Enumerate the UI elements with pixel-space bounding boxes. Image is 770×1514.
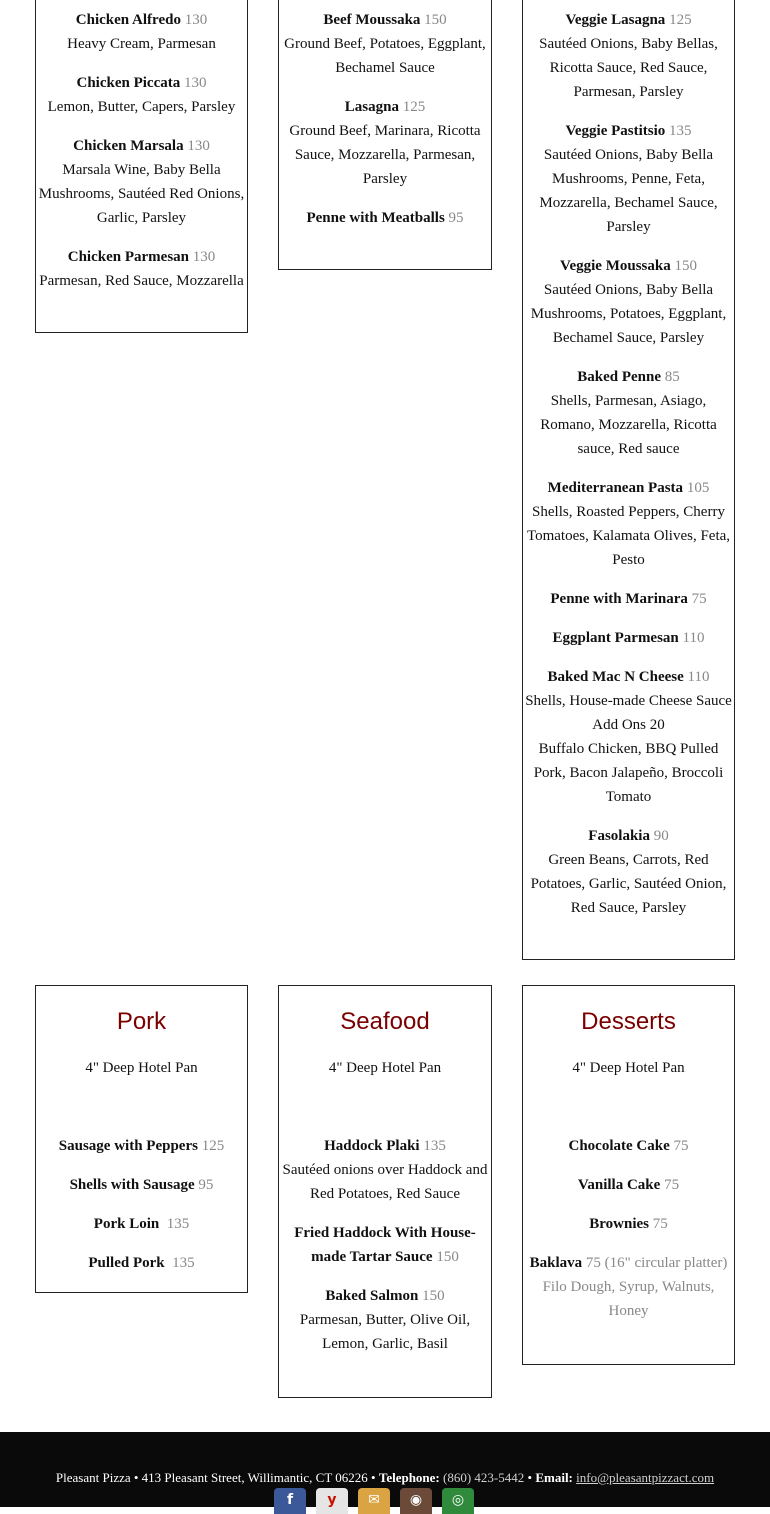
item-name: Lasagna <box>344 99 399 115</box>
menu-item <box>279 1134 491 1206</box>
item-price: 75 <box>691 591 707 607</box>
social-links <box>274 1488 474 1514</box>
beef-card <box>278 0 492 270</box>
item-name: Eggplant Parmesan <box>552 630 679 646</box>
item-desc: Green Beans, Carrots, Red Potatoes, Garlic, Sautéed Onion, Red Sauce, Parsley <box>530 852 727 916</box>
item-name: Haddock Plaki <box>324 1138 420 1154</box>
item-price: 150 <box>436 1249 459 1265</box>
instagram-icon[interactable]: ◉ <box>400 1488 432 1514</box>
item-price: 75 <box>652 1216 668 1232</box>
item-desc: Sautéed Onions, Baby Bella Mushrooms, Penne, Feta, Mozzarella, Bechamel Sauce, Parsley <box>539 147 718 235</box>
seafood-card <box>278 985 492 1398</box>
menu-item <box>523 1212 734 1236</box>
facebook-icon[interactable]: f <box>274 1488 306 1514</box>
menu-item <box>523 587 734 611</box>
item-name: Vanilla Cake <box>577 1177 661 1193</box>
item-price: 125 <box>669 12 692 28</box>
item-price: 125 <box>201 1138 225 1154</box>
item-price: 95 <box>198 1177 214 1193</box>
menu-item <box>36 1212 247 1236</box>
menu-item <box>523 824 734 920</box>
item-price: 85 <box>664 369 680 385</box>
item-desc: Heavy Cream, Parmesan <box>67 36 216 52</box>
menu-item <box>36 1251 247 1275</box>
item-price: 150 <box>422 1288 445 1304</box>
item-name: Mediterranean Pasta <box>547 480 684 496</box>
business-address: Pleasant Pizza • 413 Pleasant Street, Willimantic, CT 06226 • <box>55 1470 376 1485</box>
menu-item <box>36 134 247 230</box>
item-name: Sausage with Peppers <box>58 1138 198 1154</box>
pan-size: 4" Deep Hotel Pan <box>572 1060 685 1076</box>
item-name: Baklava <box>529 1255 583 1271</box>
menu-item <box>523 476 734 572</box>
item-name: Baked Mac N Cheese <box>547 669 684 685</box>
item-name: Pork Loin <box>93 1216 160 1232</box>
item-name: Veggie Pastitsio <box>565 123 666 139</box>
separator: • <box>527 1470 533 1485</box>
item-price: 130 <box>184 12 208 28</box>
item-name: Shells with Sausage <box>69 1177 195 1193</box>
item-price: 130 <box>183 75 207 91</box>
item-desc: Filo Dough, Syrup, Walnuts, Honey <box>542 1279 715 1319</box>
item-price: 90 <box>653 828 669 844</box>
item-name: Baked Penne <box>577 369 661 385</box>
item-name: Beef Moussaka <box>323 12 421 28</box>
item-price: 150 <box>424 12 447 28</box>
item-addons-label: Add Ons 20 <box>592 717 665 733</box>
menu-item <box>523 119 734 239</box>
item-desc: Parmesan, Red Sauce, Mozzarella <box>39 273 244 289</box>
menu-item <box>36 245 247 293</box>
email-link[interactable]: info@pleasantpizzact.com <box>576 1470 715 1485</box>
item-name: Penne with Marinara <box>550 591 688 607</box>
item-name: Chocolate Cake <box>568 1138 670 1154</box>
item-price: 75 (16" circular platter) <box>585 1255 728 1271</box>
menu-item <box>523 1251 734 1323</box>
item-price: 135 <box>172 1255 195 1271</box>
item-desc: Ground Beef, Marinara, Ricotta Sauce, Mozzarella, Parmesan, Parsley <box>289 123 481 187</box>
menu-item <box>36 1173 247 1197</box>
menu-item <box>279 1284 491 1356</box>
item-name: Veggie Moussaka <box>560 258 671 274</box>
menu-item <box>279 8 491 80</box>
item-name: Chicken Alfredo <box>75 12 181 28</box>
item-name: Baked Salmon <box>325 1288 419 1304</box>
item-desc: Sautéed onions over Haddock and Red Potatoes, Red Sauce <box>282 1162 488 1202</box>
menu-item <box>36 71 247 119</box>
menu-item <box>523 626 734 650</box>
menu-item <box>523 1134 734 1158</box>
item-price: 135 <box>423 1138 446 1154</box>
menu-item <box>36 8 247 56</box>
item-price: 75 <box>664 1177 680 1193</box>
item-name: Fried Haddock With House-made Tartar Sauce <box>294 1225 476 1265</box>
menu-item <box>279 95 491 191</box>
menu-item <box>523 1173 734 1197</box>
item-desc: Lemon, Butter, Capers, Parsley <box>47 99 236 115</box>
item-price: 110 <box>687 669 710 685</box>
telephone-label: Telephone: <box>378 1470 440 1485</box>
section-title: Seafood <box>340 1008 430 1035</box>
item-price: 95 <box>448 210 464 226</box>
item-price: 110 <box>682 630 705 646</box>
telephone-number[interactable]: (860) 423-5442 <box>443 1470 525 1485</box>
item-desc: Sautéed Onions, Baby Bellas, Ricotta Sauce, Red Sauce, Parmesan, Parsley <box>539 36 718 100</box>
menu-item <box>279 206 491 230</box>
item-desc: Shells, Roasted Peppers, Cherry Tomatoes, Kalamata Olives, Feta, Pesto <box>526 504 731 568</box>
pan-size: 4" Deep Hotel Pan <box>328 1060 442 1076</box>
vegetarian-card <box>522 0 735 960</box>
menu-item <box>523 254 734 350</box>
email-label: Email: <box>535 1470 573 1485</box>
section-title: Desserts <box>581 1008 676 1035</box>
pork-card <box>35 985 248 1293</box>
item-desc: Shells, Parmesan, Asiago, Romano, Mozzarella, Ricotta sauce, Red sauce <box>540 393 717 457</box>
item-name: Chicken Marsala <box>73 138 184 154</box>
item-price: 105 <box>686 480 710 496</box>
menu-item <box>523 365 734 461</box>
email-icon[interactable]: ✉ <box>358 1488 390 1514</box>
contact-line <box>0 1469 770 1487</box>
item-price: 150 <box>674 258 697 274</box>
pan-size: 4" Deep Hotel Pan <box>85 1060 198 1076</box>
item-price: 130 <box>187 138 210 154</box>
item-desc: Marsala Wine, Baby Bella Mushrooms, Sautéed Red Onions, Garlic, Parsley <box>38 162 245 226</box>
section-title: Pork <box>116 1008 167 1035</box>
item-name: Fasolakia <box>588 828 650 844</box>
item-name: Chicken Parmesan <box>67 249 189 265</box>
yelp-icon[interactable]: y <box>316 1488 348 1514</box>
menu-item <box>36 1134 247 1158</box>
item-price: 125 <box>402 99 426 115</box>
menu-item <box>279 1221 491 1269</box>
item-price: 130 <box>192 249 216 265</box>
menu-item <box>523 665 734 809</box>
item-desc: Ground Beef, Potatoes, Eggplant, Bechamel Sauce <box>284 36 486 76</box>
item-desc: Shells, House-made Cheese Sauce <box>525 693 732 709</box>
item-price: 75 <box>673 1138 689 1154</box>
item-price: 135 <box>166 1216 190 1232</box>
desserts-card <box>522 985 735 1365</box>
item-name: Chicken Piccata <box>76 75 181 91</box>
item-name: Pulled Pork <box>88 1255 165 1271</box>
item-name: Penne with Meatballs <box>306 210 445 226</box>
item-desc: Sautéed Onions, Baby Bella Mushrooms, Potatoes, Eggplant, Bechamel Sauce, Parsley <box>530 282 727 346</box>
item-name: Veggie Lasagna <box>565 12 666 28</box>
site-footer <box>0 1432 770 1507</box>
menu-item <box>523 8 734 104</box>
chicken-card <box>35 0 248 333</box>
item-price: 135 <box>669 123 692 139</box>
tripadvisor-icon[interactable]: ◎ <box>442 1488 474 1514</box>
item-name: Brownies <box>589 1216 649 1232</box>
item-desc: Parmesan, Butter, Olive Oil, Lemon, Garlic, Basil <box>299 1312 471 1352</box>
item-addons: Buffalo Chicken, BBQ Pulled Pork, Bacon Jalapeño, Broccoli Tomato <box>533 741 724 805</box>
